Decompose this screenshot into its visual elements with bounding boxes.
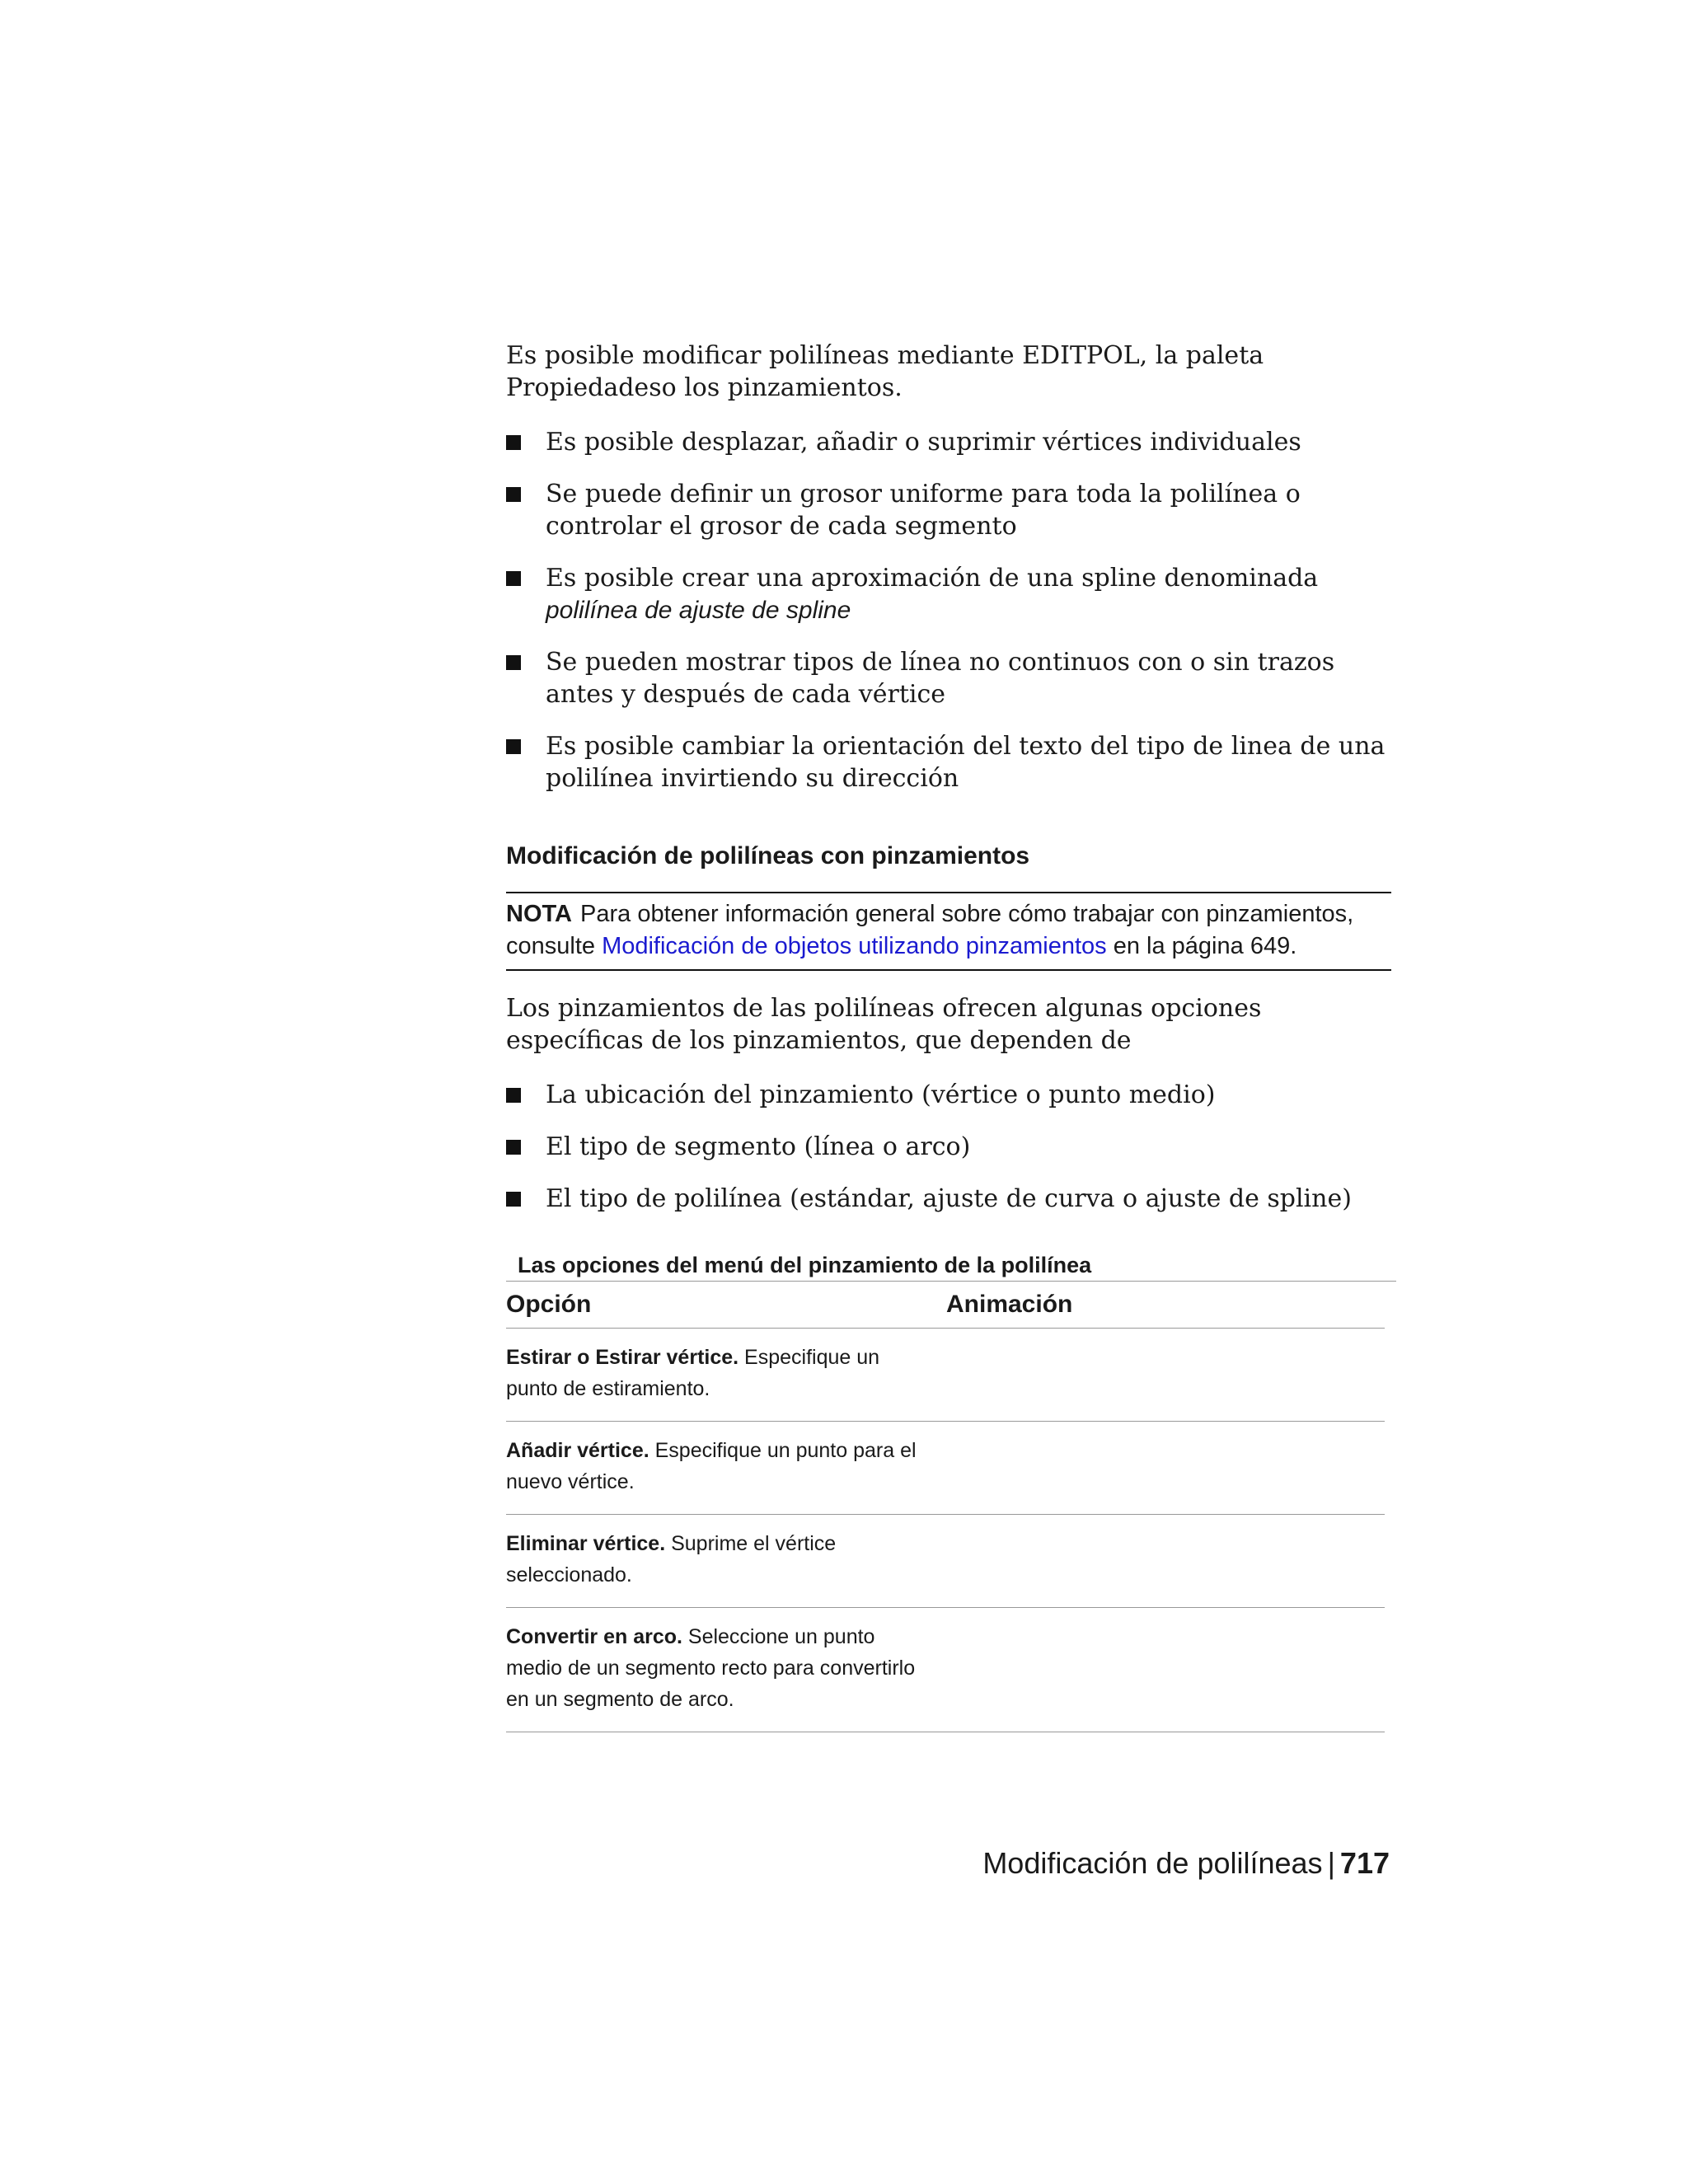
list-item-text: Se pueden mostrar tipos de línea no continuos con o sin trazos antes y después de cada vértice [546,648,1335,709]
list-item-text: El tipo de polilínea (estándar, ajuste de curva o ajuste de spline) [546,1184,1352,1213]
bullet-square-icon [506,1192,521,1207]
list-item-text: La ubicación del pinzamiento (vértice o punto medio) [546,1080,1216,1109]
option-description: Seleccione un punto medio de un segmento recto para convertirlo en un segmento de arco. [506,1625,916,1711]
note-link[interactable]: Modificación de objetos utilizando pinzamientos [602,933,1107,959]
bullet-square-icon [506,487,521,502]
bullet-square-icon [506,571,521,586]
option-description: Suprime el vértice seleccionado. [506,1532,837,1586]
list-item [506,646,1391,710]
table-cell-option [506,1422,918,1514]
list-item [506,426,1391,458]
list-item-text: Es posible cambiar la orientación del texto del tipo de linea de una polilínea invirtiendo su dirección [546,732,1386,793]
page-number: 717 [1339,1846,1390,1880]
column-header-animation: Animación [946,1291,1073,1318]
list-item-text: Es posible desplazar, añadir o suprimir vértices individuales [546,428,1301,457]
table-cell-option [506,1515,918,1607]
table-cell-animation [918,1422,1385,1514]
table-row [506,1515,1385,1608]
table-row [506,1329,1385,1422]
list-item [506,1131,1391,1163]
option-description: Especifique un punto de estiramiento. [506,1346,880,1400]
note-text-after: en la página 649. [1106,933,1297,959]
page-footer [982,1846,1390,1881]
option-name: Convertir en arco. [506,1625,682,1648]
bullet-square-icon [506,435,521,450]
list-item-text: El tipo de segmento (línea o arco) [546,1132,971,1161]
table-caption: Las opciones del menú del pinzamiento de la polilínea [506,1251,1396,1282]
list-item-text: Es posible crear una aproximación de una spline denominada [546,564,1319,593]
note-label: NOTA [506,901,573,927]
bullet-square-icon [506,739,521,754]
table-cell-animation [918,1515,1385,1607]
table-cell-animation [918,1608,1385,1732]
footer-separator: | [1327,1846,1335,1880]
option-name: Estirar o Estirar vértice. [506,1346,739,1369]
option-name: Añadir vértice. [506,1439,649,1462]
bullet-square-icon [506,655,521,670]
list-item [506,1079,1391,1111]
bullet-square-icon [506,1140,521,1155]
list-item [506,562,1391,626]
intro-paragraph: Es posible modificar polilíneas mediante EDITPOL, la paleta Propiedadeso los pinzamientos. [506,341,1264,402]
feature-list [506,426,1391,794]
note-box [506,892,1391,971]
list-item [506,1183,1391,1215]
table-cell-animation [918,1329,1385,1421]
table-row [506,1608,1385,1732]
document-page [506,340,1391,1732]
table-header [506,1282,1385,1329]
option-description: Especifique un punto para el nuevo vértice. [506,1439,917,1493]
grip-options-paragraph: Los pinzamientos de las polilíneas ofrecen algunas opciones específicas de los pinzamientos, que dependen de [506,994,1262,1055]
note-text: Para obtener información general sobre cómo trabajar con pinzamientos, consulte [506,901,1354,959]
footer-title: Modificación de polilíneas [982,1846,1323,1880]
list-item [506,730,1391,794]
list-item [506,478,1391,542]
section-heading: Modificación de polilíneas con pinzamientos [506,842,1030,869]
table-cell-option [506,1608,918,1732]
bullet-square-icon [506,1088,521,1103]
option-name: Eliminar vértice. [506,1532,666,1555]
table-cell-option [506,1329,918,1421]
grip-factors-list [506,1079,1391,1215]
column-header-option: Opción [506,1291,592,1318]
list-item-text: Se puede definir un grosor uniforme para toda la polilínea o controlar el grosor de cada segmento [546,480,1301,541]
list-item-italic: polilínea de ajuste de spline [546,597,851,624]
table-row [506,1422,1385,1515]
